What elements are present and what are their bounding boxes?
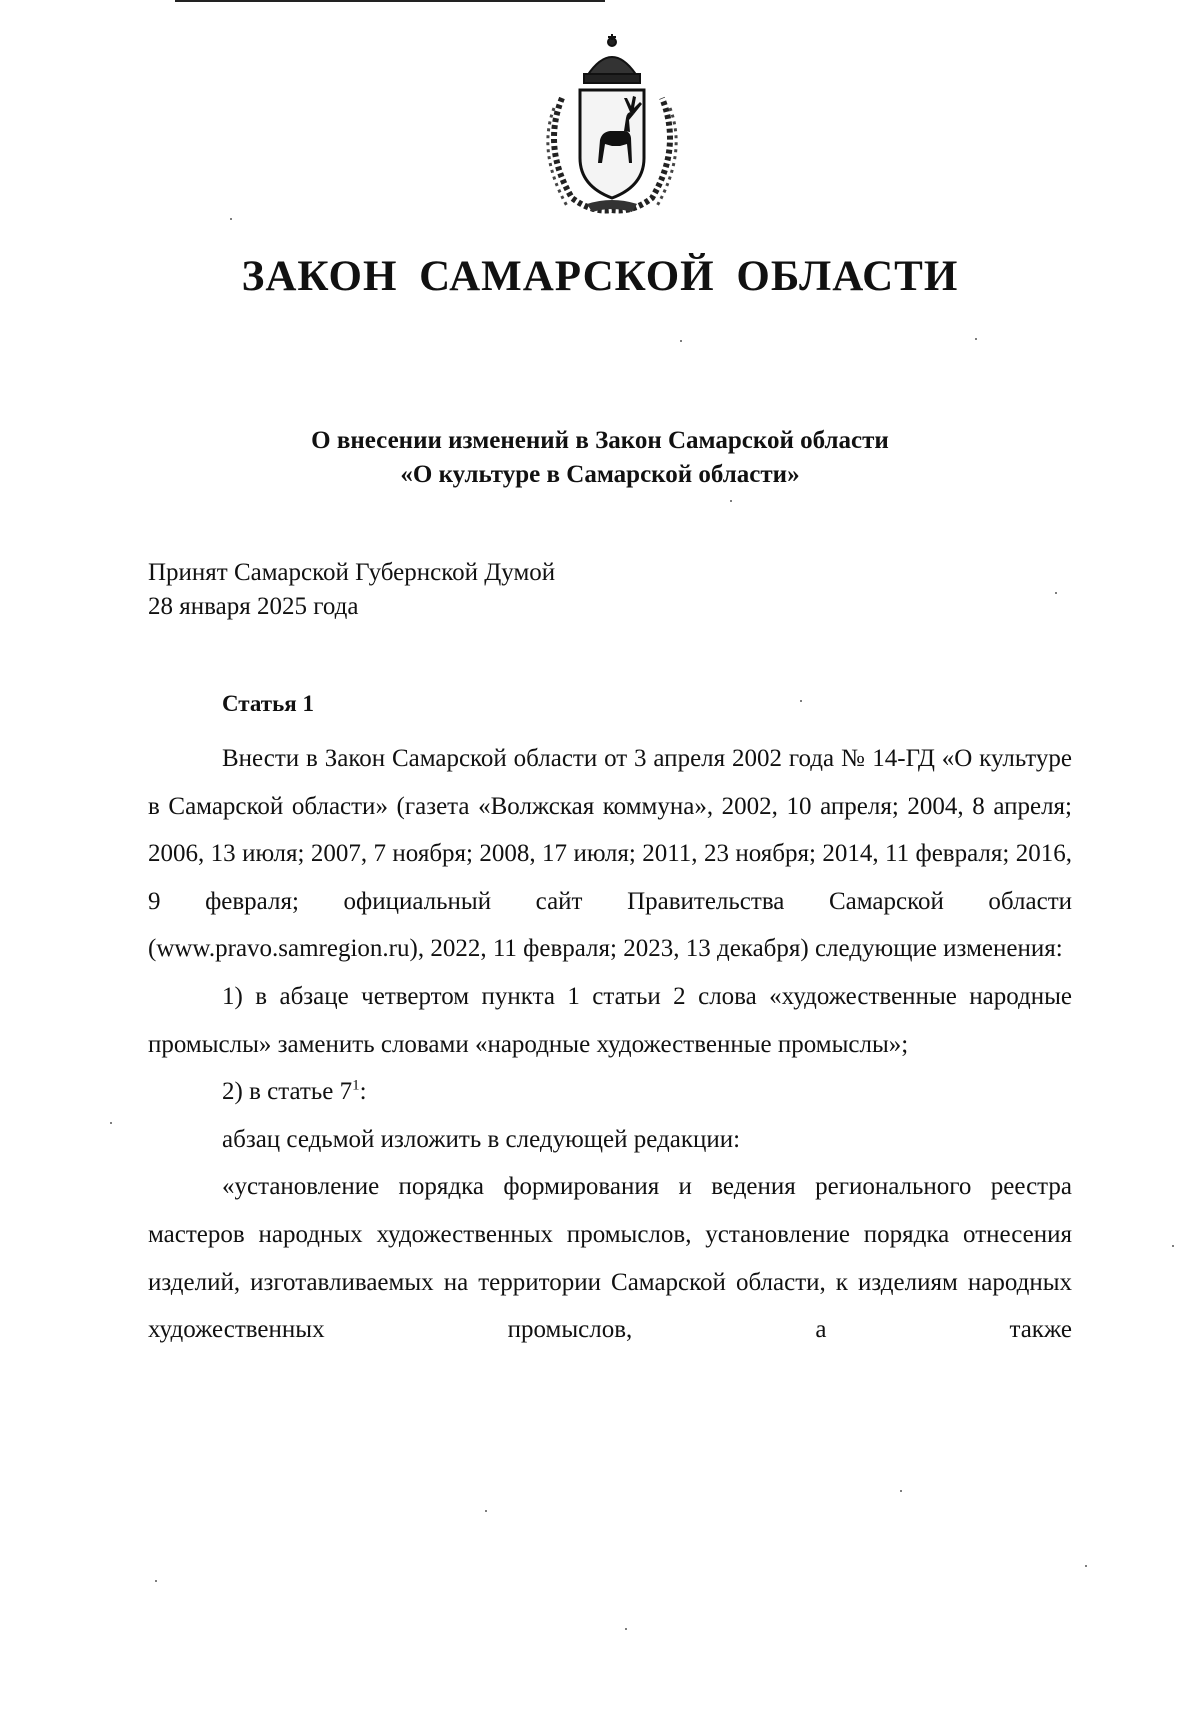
article-heading: Статья 1 bbox=[222, 691, 314, 716]
document-title: ЗАКОН САМАРСКОЙ ОБЛАСТИ bbox=[241, 253, 959, 300]
adoption-date: 28 января 2025 года bbox=[148, 593, 359, 620]
scan-speck bbox=[625, 1628, 627, 1630]
scan-speck bbox=[680, 340, 682, 342]
scan-speck bbox=[730, 500, 732, 502]
scan-speck bbox=[1085, 1565, 1087, 1567]
scan-speck bbox=[485, 1510, 487, 1512]
article-intro-paragraph: Внести в Закон Самарской области от 3 апреля 2002 года № 14-ГД «О культуре в Самарской области» (газета «Волжская коммуна», 2002, 10 апреля; 2004, 8 апреля; 2006, 13 июля; 2007, 7 ноября; 2008, 17 июля; 2011, 23 ноября; 2014, 11 февраля; 2016, 9 февраля; официальный сайт Правительства Самарской области (www.pravo.samregion.ru), 2022, 11 февраля; 2023, 13 декабря) следующие изменения: bbox=[148, 745, 1072, 963]
adoption-info bbox=[148, 556, 555, 624]
amendment-item-2-suffix: : bbox=[359, 1078, 367, 1106]
coat-of-arms-emblem bbox=[532, 28, 692, 218]
scan-speck bbox=[900, 1490, 902, 1492]
subtitle-line-1: О внесении изменений в Закон Самарской области bbox=[311, 427, 889, 454]
scan-speck bbox=[155, 1580, 157, 1582]
document-subtitle bbox=[0, 424, 1200, 492]
scan-speck bbox=[1172, 1245, 1174, 1247]
top-rule bbox=[175, 0, 605, 2]
scan-speck bbox=[110, 1122, 112, 1124]
subtitle-line-2: «О культуре в Самарской области» bbox=[400, 461, 800, 488]
article-body bbox=[148, 735, 1072, 1354]
scan-speck bbox=[975, 338, 977, 340]
amendment-item-2-prefix: 2) в статье 7 bbox=[222, 1078, 353, 1106]
scan-speck bbox=[1055, 592, 1057, 594]
adoption-body: Принят Самарской Губернской Думой bbox=[148, 559, 556, 586]
amendment-item-2 bbox=[148, 1068, 1072, 1116]
amendment-item-2-subclause: абзац седьмой изложить в следующей редакции: bbox=[222, 1125, 741, 1153]
amendment-item-2-superscript: 1 bbox=[352, 1077, 360, 1094]
quoted-replacement-text: «установление порядка формирования и ведения регионального реестра мастеров народных художественных промыслов, установление порядка отнесения изделий, изготавливаемых на территории Самарской области, к изделиям народных художественных промыслов, а также bbox=[148, 1173, 1072, 1344]
amendment-item-1: 1) в абзаце четвертом пункта 1 статьи 2 слова «художественные народные промыслы» заменить словами «народные художественные промыслы»; bbox=[148, 982, 1072, 1058]
scan-speck bbox=[800, 700, 802, 702]
scan-speck bbox=[230, 218, 232, 220]
